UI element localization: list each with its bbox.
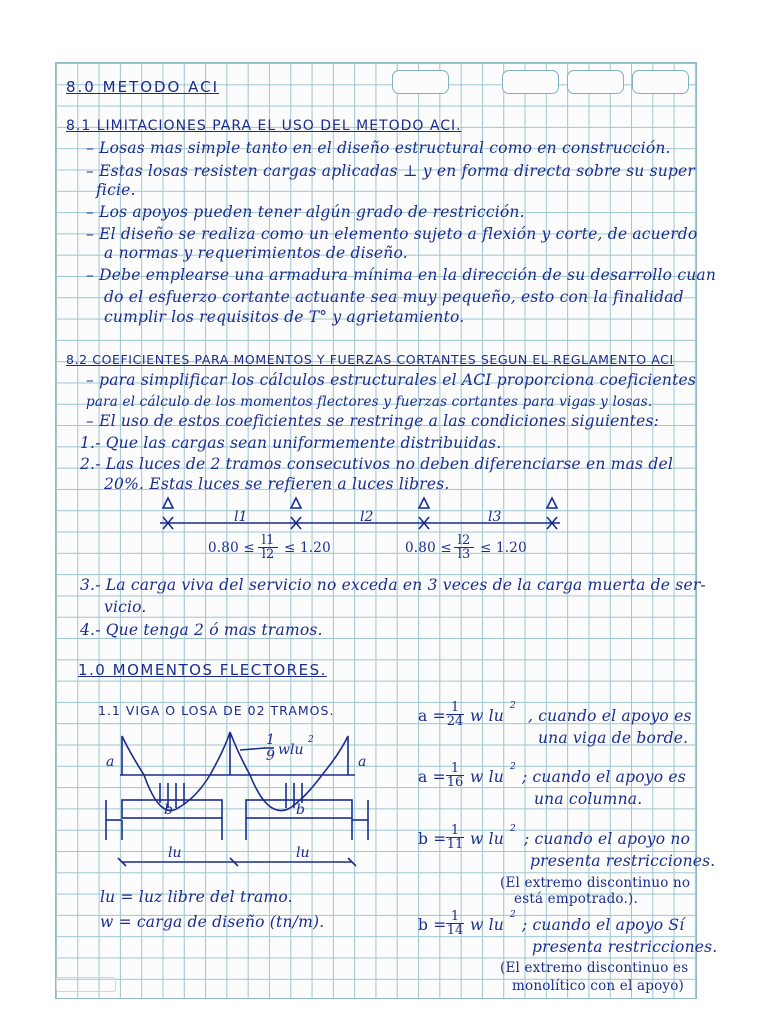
span-label-l1: l1: [234, 509, 248, 525]
condition-2: 2.- Las luces de 2 tramos consecutivos no deben diferenciarse en mas del: [80, 455, 673, 473]
paper-brand-stamp: [56, 977, 116, 992]
coef-3-text-2: presenta restricciones.: [530, 852, 716, 870]
label-b-right: b: [296, 802, 305, 818]
text-line: – Debe emplearse una armadura mínima en la dirección de su desarrollo cuan: [86, 266, 717, 284]
coef-1-exp: 2: [510, 701, 516, 711]
span-label-l2: l2: [360, 509, 374, 525]
text-line: – El uso de estos coeficientes se restringe a las condiciones siguientes:: [86, 412, 660, 430]
coef-4-text: ; cuando el apoyo Sí: [522, 916, 685, 934]
coef-3-den: 11: [446, 837, 464, 852]
ratio-2-min: 0.80 ≤: [405, 540, 452, 556]
ratio-1-num: l1: [261, 533, 275, 548]
ratio-2-den: l3: [454, 547, 474, 561]
support-triangle-2: [291, 498, 301, 529]
coef-4-lhs: b =: [418, 916, 447, 934]
center-coef-num: 1: [266, 732, 275, 748]
coef-4-text-3: (El extremo discontinuo es: [500, 960, 689, 976]
coef-2-den: 16: [446, 775, 464, 790]
label-a-right: a: [358, 754, 367, 770]
label-a-left: a: [106, 754, 115, 770]
label-b-left: b: [164, 802, 173, 818]
definition-w: w = carga de diseño (tn/m).: [100, 913, 325, 931]
coef-1-text-2: una viga de borde.: [538, 729, 689, 747]
coef-1-num: 1: [450, 700, 460, 715]
coef-3-text-4: está empotrado.).: [514, 891, 638, 907]
ratio-2-max: ≤ 1.20: [480, 540, 527, 556]
coef-2-text: ; cuando el apoyo es: [522, 768, 686, 786]
coef-4-exp: 2: [510, 910, 516, 920]
coef-3-exp: 2: [510, 824, 516, 834]
coef-1-fraction: [446, 701, 464, 728]
center-coef-den: 9: [266, 748, 275, 764]
support-triangle-1: [163, 498, 173, 529]
condition-3-cont: vicio.: [104, 598, 147, 616]
ratio-1-max: ≤ 1.20: [284, 540, 331, 556]
center-coef-var: wlu: [278, 742, 304, 758]
coef-4-fraction: [446, 910, 464, 937]
ratio-2-fraction: [454, 534, 474, 561]
section-8-1-heading: 8.1 LIMITACIONES PARA EL USO DEL METODO ACI.: [66, 118, 462, 134]
coef-2-exp: 2: [510, 762, 516, 772]
coef-3-var: w lu: [470, 830, 504, 848]
coef-3-lhs: b =: [418, 830, 447, 848]
header-box-1: [392, 70, 449, 94]
left-end-moment: [122, 736, 144, 775]
label-lu-left: lu: [168, 845, 182, 861]
ratio-1-den: l2: [258, 547, 278, 561]
coef-1-den: 24: [446, 714, 464, 729]
support-triangle-4: [547, 498, 557, 529]
ratio-2-num: l2: [457, 533, 471, 548]
coef-3-num: 1: [450, 823, 460, 838]
section-1-1-heading: 1.1 VIGA O LOSA DE 02 TRAMOS.: [98, 703, 335, 718]
coef-3-text-3: (El extremo discontinuo no: [500, 875, 691, 891]
coef-1-text: , cuando el apoyo es: [528, 707, 692, 725]
span-1-positive-moment: [144, 775, 210, 811]
page-title: 8.0 METODO ACI: [66, 78, 220, 96]
coef-4-text-2: presenta restricciones.: [532, 938, 718, 956]
text-line: cumplir los requisitos de T° y agrietamiento.: [104, 308, 465, 326]
support-triangle-3: [419, 498, 429, 529]
coef-2-lhs: a =: [418, 768, 446, 786]
coef-2-num: 1: [450, 761, 460, 776]
two-span-moment-diagram: [100, 728, 400, 878]
section-8-2-heading: 8.2 COEFICIENTES PARA MOMENTOS Y FUERZAS CORTANTES SEGUN EL REGLAMENTO ACI: [66, 352, 674, 367]
text-line: do el esfuerzo cortante actuante sea muy pequeño, esto con la finalidad: [104, 288, 684, 306]
coef-1-var: w lu: [470, 707, 504, 725]
coef-4-var: w lu: [470, 916, 504, 934]
text-line: a normas y requerimientos de diseño.: [104, 244, 408, 262]
ratio-1-fraction: [258, 534, 278, 561]
text-line: para el cálculo de los momentos flectores y fuerzas cortantes para vigas y losas.: [86, 394, 653, 410]
coef-1-lhs: a =: [418, 707, 446, 725]
text-line: – El diseño se realiza como un elemento sujeto a flexión y corte, de acuerdo: [86, 225, 698, 243]
section-1-0-heading: 1.0 MOMENTOS FLECTORES.: [78, 661, 327, 679]
coef-4-text-4: monolítico con el apoyo): [512, 978, 685, 994]
center-coef-leader: [240, 748, 265, 750]
header-box-4: [632, 70, 689, 94]
text-line: – para simplificar los cálculos estructurales el ACI proporciona coeficientes: [86, 371, 697, 389]
right-end-moment: [322, 736, 348, 775]
condition-2-cont: 20%. Estas luces se refieren a luces libres.: [104, 475, 450, 493]
condition-1: 1.- Que las cargas sean uniformemente distribuidas.: [80, 434, 502, 452]
coef-3-text: ; cuando el apoyo no: [524, 830, 691, 848]
text-line: – Losas mas simple tanto en el diseño estructural como en construcción.: [86, 139, 671, 157]
coef-2-fraction: [446, 762, 464, 789]
coef-3-fraction: [446, 824, 464, 851]
header-box-3: [567, 70, 624, 94]
text-line: – Los apoyos pueden tener algún grado de restricción.: [86, 203, 525, 221]
text-line: ficie.: [96, 181, 136, 199]
condition-3: 3.- La carga viva del servicio no exceda en 3 veces de la carga muerta de ser-: [80, 576, 706, 594]
condition-4: 4.- Que tenga 2 ó mas tramos.: [80, 621, 323, 639]
header-box-2: [502, 70, 559, 94]
coef-2-text-2: una columna.: [534, 790, 643, 808]
text-line: – Estas losas resisten cargas aplicadas ⊥ y en forma directa sobre su super: [86, 162, 696, 180]
ratio-1-min: 0.80 ≤: [208, 540, 255, 556]
label-lu-right: lu: [296, 845, 310, 861]
center-coef-exp: 2: [308, 735, 314, 745]
coef-4-den: 14: [446, 923, 464, 938]
definition-lu: lu = luz libre del tramo.: [100, 888, 293, 906]
coef-2-var: w lu: [470, 768, 504, 786]
span-label-l3: l3: [488, 509, 502, 525]
coef-4-num: 1: [450, 909, 460, 924]
center-negative-moment: [210, 732, 250, 775]
